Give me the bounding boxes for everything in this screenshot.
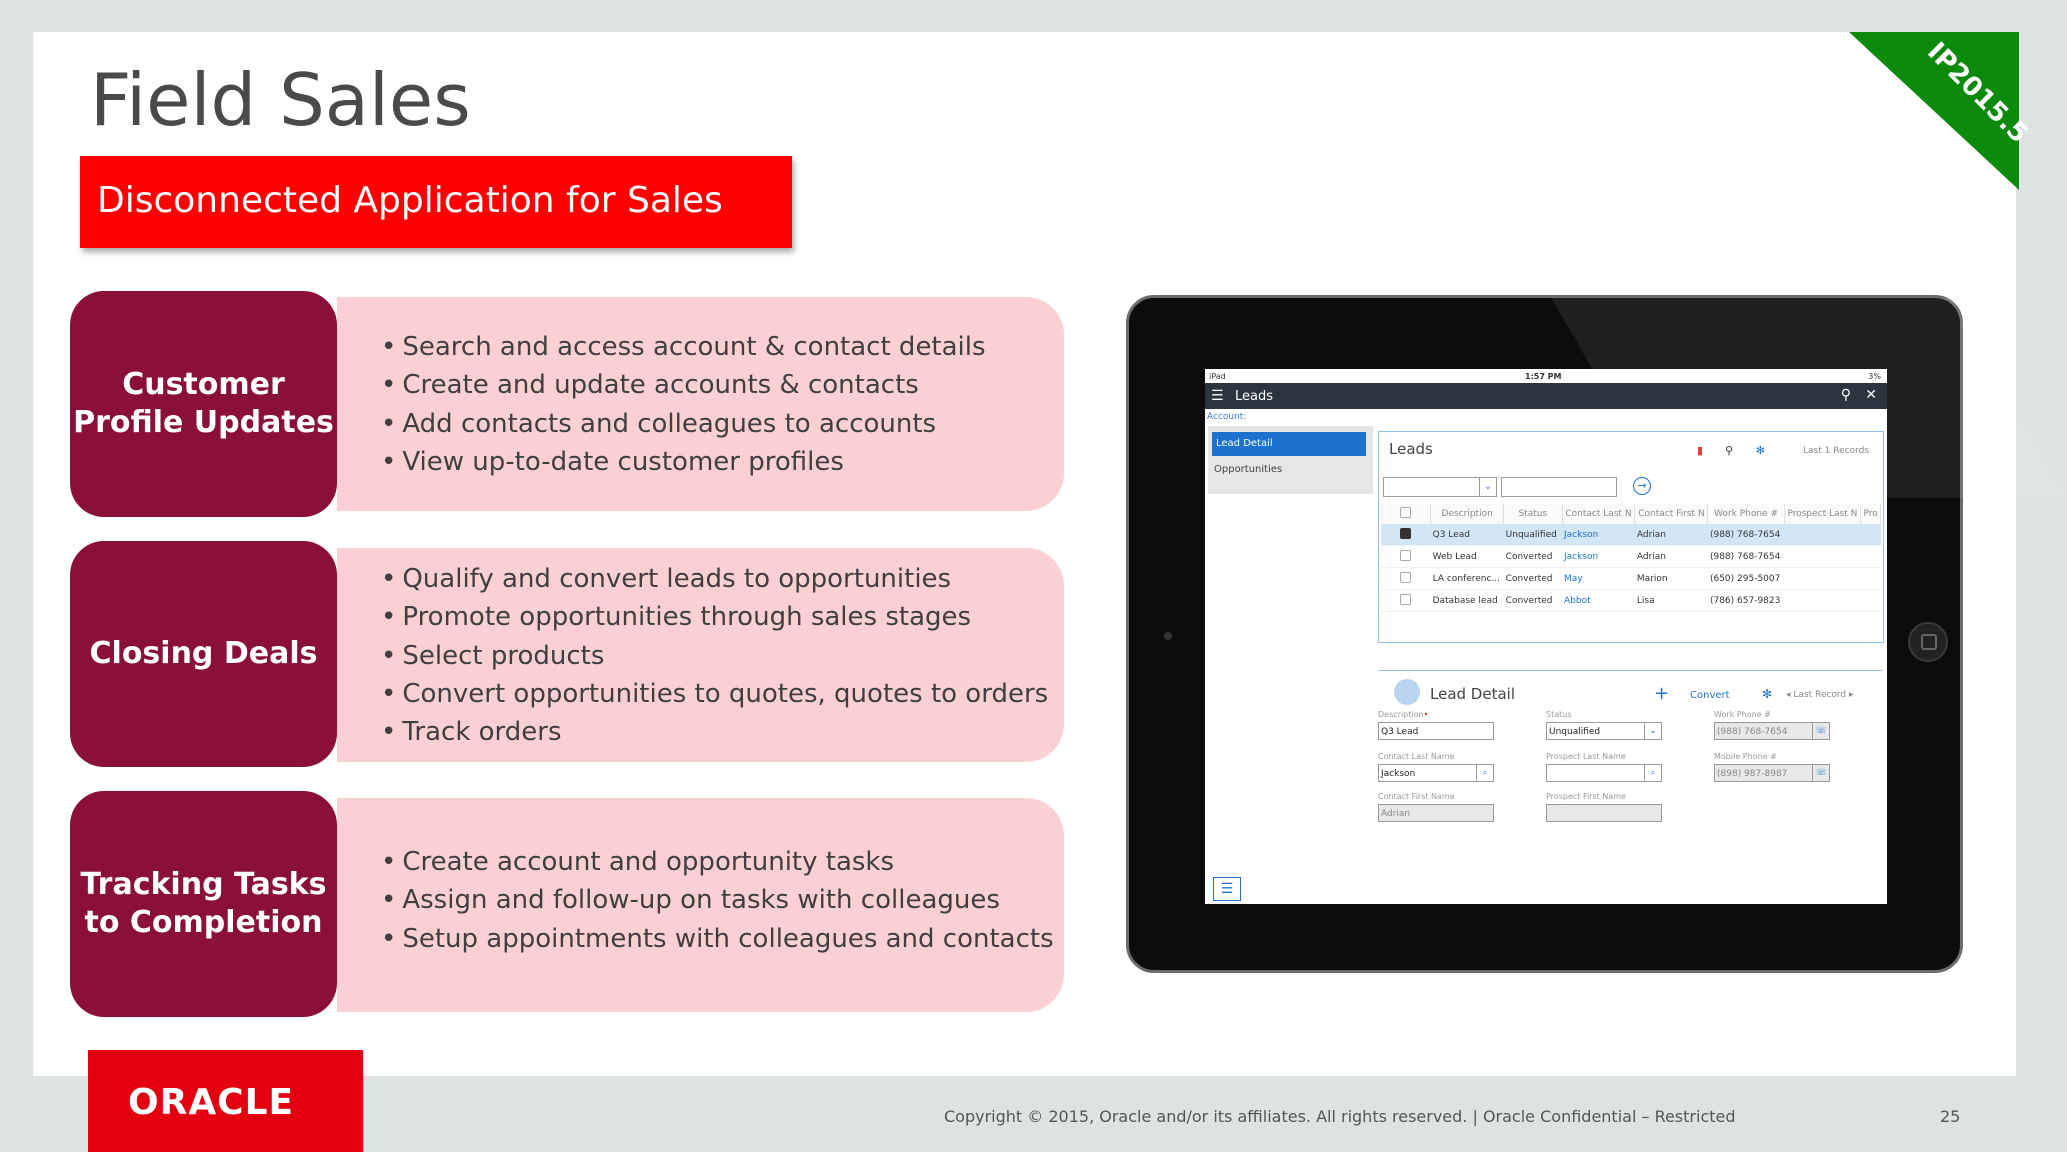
status-select[interactable] [1546,722,1662,740]
cell-contact-last[interactable]: May [1562,568,1635,590]
app-header [1205,383,1887,409]
cell-status: Converted [1504,568,1562,590]
account-label: Account: [1207,412,1247,422]
lookup-icon[interactable]: ⌕ [1644,765,1661,781]
cell-work-phone: (650) 295-5007 [1708,568,1784,590]
list-menu-icon[interactable]: ☰ [1213,877,1241,901]
cell-contact-last[interactable]: Jackson [1562,546,1635,568]
feature-heading-text: Closing Deals [89,636,318,671]
feature-bullets [381,843,1054,958]
copyright-text: Copyright © 2015, Oracle and/or its affiliates. All rights reserved. | Oracle Confidential – Restricted [944,1107,1736,1126]
filter-value-input[interactable] [1501,477,1617,497]
bullet-item: • Promote opportunities through sales stages [381,598,1048,636]
release-ribbon-text: IP2015.5 [1921,36,2034,150]
page-number: 25 [1940,1107,1961,1126]
lead-detail-title: Lead Detail [1430,685,1515,703]
bullet-item: • Search and access account & contact details [381,328,986,366]
close-sync-icon[interactable]: ✕ [1865,387,1877,403]
bullet-item: • Convert opportunities to quotes, quotes to orders [381,675,1048,713]
prospect-last-field[interactable] [1546,764,1662,782]
bullet-item: • Track orders [381,713,1048,751]
cell-status: Unqualified [1504,524,1562,546]
add-icon[interactable]: + [1654,683,1670,704]
convert-button[interactable]: Convert [1690,690,1730,701]
prospect-first-field[interactable] [1546,804,1662,822]
cell-empty [1784,546,1861,568]
home-button[interactable] [1908,622,1948,662]
contact-last-field[interactable] [1378,764,1494,782]
bullet-item: • Qualify and convert leads to opportunities [381,560,1048,598]
record-count: Last 1 Records [1803,446,1869,456]
cell-contact-first: Marion [1635,568,1708,590]
leads-table [1381,504,1881,612]
status-time: 1:57 PM [1525,372,1562,381]
contact-last-label: Contact Last Name [1378,752,1455,761]
status-battery: 3% [1868,372,1881,381]
leads-list-panel [1378,431,1884,643]
cell-description[interactable]: Web Lead [1431,546,1504,568]
row-checkbox[interactable] [1381,568,1431,590]
feature-heading-text: Tracking Tasks to Completion [80,867,327,940]
description-field[interactable]: Q3 Lead [1378,722,1494,740]
mobile-phone-label: Mobile Phone # [1714,752,1777,761]
column-header[interactable]: Work Phone # [1708,504,1784,524]
home-square-icon [1921,634,1937,650]
status-label: Status [1546,710,1572,719]
cell-empty [1861,568,1881,590]
cell-description[interactable]: LA conferenc... [1431,568,1504,590]
feature-panel-tasks [337,798,1064,1012]
hamburger-menu-icon[interactable]: ☰ [1211,388,1224,404]
ios-status-bar [1205,369,1887,383]
cell-contact-first: Adrian [1635,546,1708,568]
column-header[interactable]: Description [1431,504,1504,524]
prospect-first-label: Prospect First Name [1546,792,1626,801]
chevron-down-icon: ⌄ [1644,723,1661,739]
row-checkbox[interactable] [1381,546,1431,568]
nav-item-lead-detail[interactable]: Lead Detail [1212,432,1366,456]
prospect-last-label: Prospect Last Name [1546,752,1626,761]
field-label: Description• [1378,710,1429,719]
chevron-down-icon: ⌄ [1479,478,1496,496]
avatar-icon [1394,679,1420,705]
row-checkbox[interactable] [1381,590,1431,612]
feature-heading-tasks [70,791,337,1017]
cell-status: Converted [1504,590,1562,612]
status-value: Unqualified [1549,727,1601,737]
phone-icon[interactable]: ☏ [1812,765,1829,781]
status-device: iPad [1209,372,1226,381]
cell-description[interactable]: Q3 Lead [1431,524,1504,546]
feature-panel-closing [337,548,1064,762]
subtitle-banner-text: Disconnected Application for Sales [97,180,723,221]
work-phone-label: Work Phone # [1714,710,1771,719]
contact-first-label: Contact First Name [1378,792,1455,801]
cell-contact-last[interactable]: Abbot [1562,590,1635,612]
ipad-screen [1205,369,1887,904]
cell-empty [1784,590,1861,612]
gear-icon[interactable]: ✻ [1755,444,1765,457]
table-header-row [1381,504,1881,524]
cell-empty [1784,568,1861,590]
bullet-item: • Add contacts and colleagues to accounts [381,405,986,443]
phone-icon[interactable]: ☏ [1812,723,1829,739]
subtitle-banner [80,156,792,248]
oracle-logo-text: ORACLE [128,1082,295,1123]
lead-detail-header [1378,670,1882,707]
cell-description[interactable]: Database lead [1431,590,1504,612]
cell-work-phone: (988) 768-7654 [1708,546,1784,568]
cell-contact-last[interactable]: Jackson [1562,524,1635,546]
camera-icon [1164,632,1172,640]
filter-field-select[interactable] [1383,477,1497,497]
page-title: Field Sales [90,58,471,142]
search-icon[interactable]: ⚲ [1724,444,1733,457]
bullet-item: • Assign and follow-up on tasks with colleagues [381,881,1054,919]
table-row[interactable] [1381,568,1881,590]
gear-icon[interactable]: ✻ [1762,687,1773,701]
feature-bullets [381,328,986,481]
contact-last-value: Jackson [1381,769,1416,779]
column-header[interactable]: Status [1504,504,1562,524]
app-title: Leads [1235,389,1274,404]
contact-first-field[interactable]: Adrian [1378,804,1494,822]
column-header[interactable]: Pro [1861,504,1881,524]
bullet-item: • Select products [381,637,1048,675]
table-row[interactable] [1381,546,1881,568]
lookup-icon[interactable]: ⌕ [1476,765,1493,781]
table-row[interactable] [1381,590,1881,612]
bullet-item: • View up-to-date customer profiles [381,443,986,481]
work-phone-value: (988) 768-7654 [1717,727,1788,737]
select-all-checkbox[interactable] [1381,504,1431,524]
cell-work-phone: (988) 768-7654 [1708,524,1784,546]
lead-detail-panel [1378,670,1882,830]
feature-heading-customer [70,291,337,517]
delete-icon[interactable]: ▮ [1696,444,1703,457]
feature-bullets [381,560,1048,751]
description-label: Description [1378,710,1424,719]
cell-contact-first: Adrian [1635,524,1708,546]
go-arrow-icon[interactable]: → [1633,477,1651,495]
bullet-item: • Create and update accounts & contacts [381,366,986,404]
feature-heading-text: Customer Profile Updates [73,367,334,440]
bullet-item: • Setup appointments with colleagues and contacts [381,920,1054,958]
work-phone-field[interactable] [1714,722,1830,740]
cell-contact-first: Lisa [1635,590,1708,612]
oracle-logo [88,1050,363,1152]
table-row[interactable] [1381,524,1881,546]
bullet-item: • Create account and opportunity tasks [381,843,1054,881]
cell-empty [1861,524,1881,546]
column-header[interactable]: Prospect Last N [1784,504,1861,524]
cell-empty [1861,546,1881,568]
leads-panel-title: Leads [1389,440,1433,458]
cell-empty [1784,524,1861,546]
cell-empty [1861,590,1881,612]
mobile-phone-value: (898) 987-8987 [1717,769,1788,779]
mobile-phone-field[interactable] [1714,764,1830,782]
cell-work-phone: (786) 657-9823 [1708,590,1784,612]
side-navigation [1208,426,1373,494]
release-ribbon [1849,32,2034,190]
column-header[interactable]: Contact First N [1635,504,1708,524]
feature-heading-closing [70,541,337,767]
last-record-label: Last Record [1793,690,1847,700]
record-nav[interactable]: ◂ Last Record ▸ [1786,690,1854,700]
search-icon[interactable]: ⚲ [1840,387,1851,403]
feature-panel-customer [337,297,1064,511]
row-checkbox[interactable] [1381,524,1431,546]
nav-item-opportunities[interactable]: Opportunities [1214,464,1283,475]
column-header[interactable]: Contact Last N [1562,504,1635,524]
cell-status: Converted [1504,546,1562,568]
